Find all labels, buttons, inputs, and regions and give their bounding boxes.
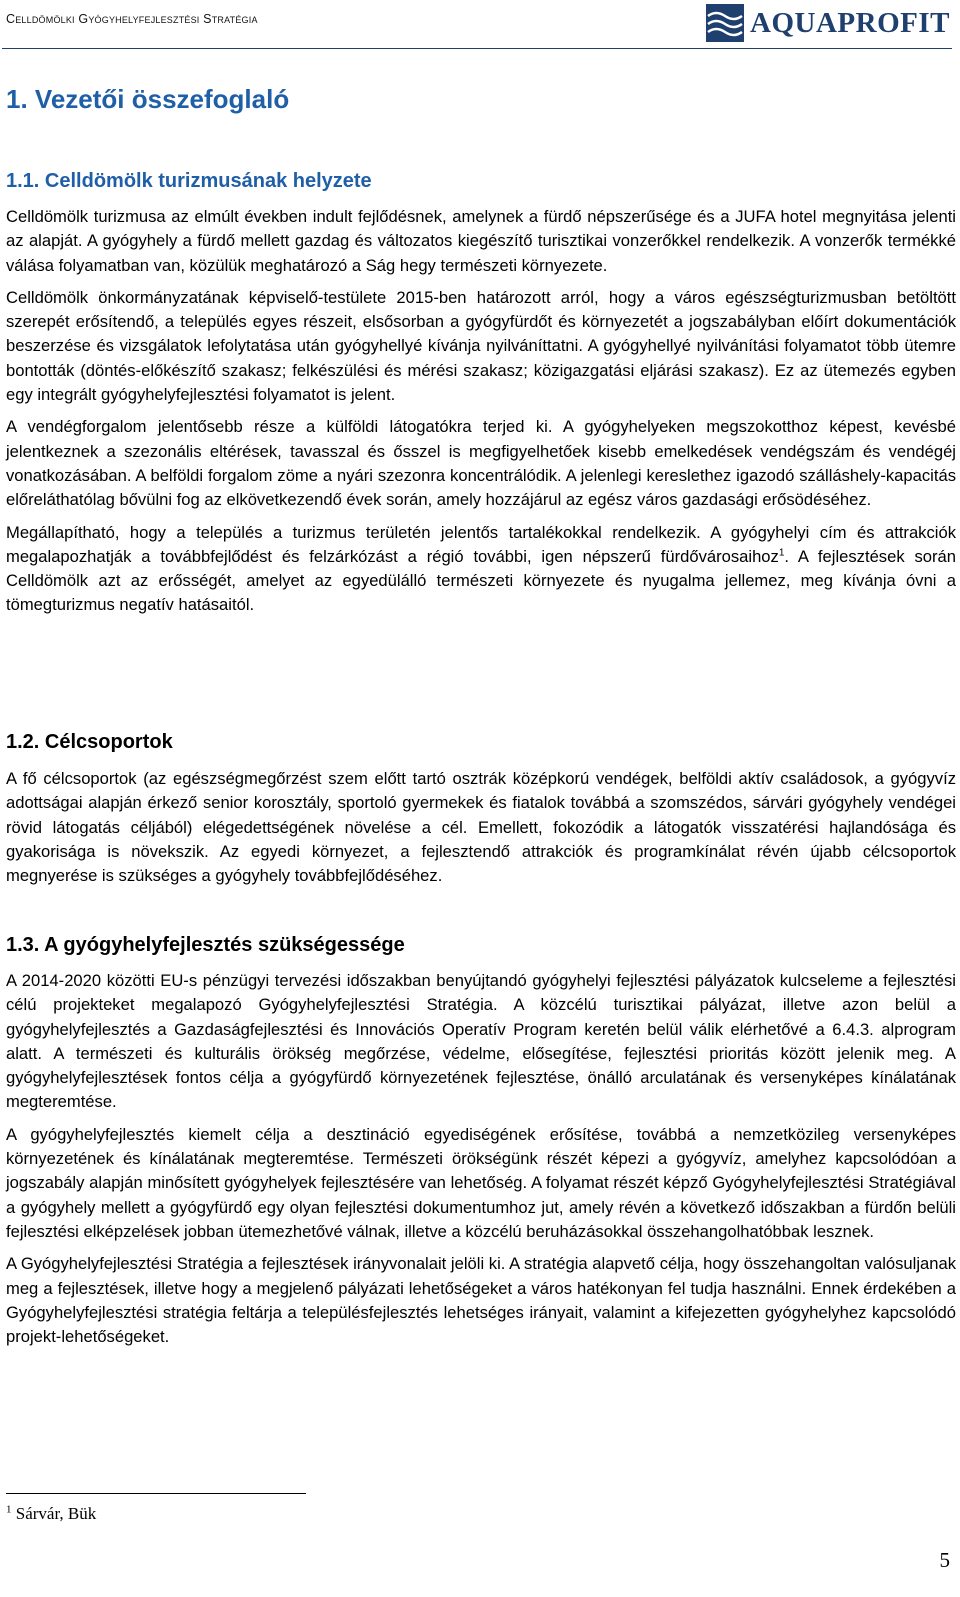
paragraph: Celldömölk önkormányzatának képviselő-testülete 2015-ben határozott arról, hogy a város egészségturizmusban betöltött szerepét erősítendő, a település egyes részeit, elsősorban a gyógyfürdőt és környezetét a jogszabályban előírt dokumentációk beszerzése és vizsgálatok lefolytatása után gyógyhellyé kívánja nyilváníttatni. A gyógyhellyé nyilvánítási folyamatot több ütemre bontották (döntés-előkészítő szakasz; felkészülési és mérési szakasz; közigazgatási eljárási szakasz). Ez az ütemezés egyben egy integrált gyógyhelyfejlesztési folyamatot is jelent. <box>6 287 956 405</box>
paragraph-text: Megállapítható, hogy a település a turizmus területén jelentős tartalékokkal rendelkezik. A gyógyhelyi cím és attrakciók megalapozhatják a továbbfejlődést és felzárkózást a régió további, igen népszerű fürdővárosaihoz <box>6 522 956 566</box>
page-number: 5 <box>939 1548 950 1572</box>
section-1-2-body <box>6 767 956 896</box>
page-header <box>0 0 960 50</box>
paragraph-text: . A fejlesztések során Celldömölk azt az erősségét, amelyet az egyedülálló természeti környezete és nyugalma jellemez, meg kívánja óvni a tömegturizmus negatív hatásaitól. <box>6 546 956 615</box>
footnote-mark: 1 <box>6 1503 12 1516</box>
paragraph: A fő célcsoportok (az egészségmegőrzést szem előtt tartó osztrák középkorú vendégek, belföldi aktív családosok, a gyógyvíz adottságai alapján érkező senior korosztály, sportoló gyermekek és fiatalok továbbá a szomszédos, sárvári gyógyhely vendégei rövid látogatás céljából) elégedettségének növelése a cél. Emellett, fokozódik a látogatók visszatérési hajlandósága és gyakorisága is növekszik. Az egyedi környezet, a fejlesztendő attrakciók és programkínálat révén újabb célcsoportok megnyerése is szükséges a gyógyhely továbbfejlődéséhez. <box>6 769 956 886</box>
paragraph: A vendégforgalom jelentősebb része a külföldi látogatókra terjed ki. A gyógyhelyeken megszokotthoz képest, kevésbé jelentkeznek a szezonális eltérések, tavasszal és ősszel is megfigyelhetőek kisebb emelkedések vendégszám és vendégéj vonatkozásában. A belföldi forgalom zöme a nyári szezonra koncentrálódik. A jelenlegi kereslethez igazodó szálláshely-kapacitás előreláthatólag bővülni fog az elkövetkezendő évek során, amely hozzájárul az egész város gazdasági erősödéséhez. <box>6 417 956 510</box>
logo-wordmark: AQUAPROFIT <box>750 6 950 39</box>
footnote-text: Sárvár, Bük <box>11 1504 97 1523</box>
header-divider <box>2 48 952 49</box>
footnote <box>6 1504 96 1524</box>
section-heading-1-2: 1.2. Célcsoportok <box>6 731 173 753</box>
paragraph: A 2014-2020 közötti EU-s pénzügyi tervezési időszakban benyújtandó gyógyhelyi fejlesztési pályázatok kulcseleme a fejlesztési célú projekteket megalapozó Gyógyhelyfejlesztési Stratégia. A közcélú turisztikai pályázat, illetve azon belül a gyógyhelyfejlesztés a Gazdaságfejlesztési és Innovációs Operatív Program keretén belül válik elérhetővé a 6.4.3. alprogram alatt. A természeti és kulturális örökség megőrzése, védelme, elősegítése, fejlesztési prioritás között jelenik meg. A gyógyhelyfejlesztések fontos célja a gyógyfürdő környezetének fejlesztése, önálló arculatának és versenyképes kínálatának megteremtése. <box>6 971 956 1112</box>
paragraph: A gyógyhelyfejlesztés kiemelt célja a desztináció egyediségének erősítése, továbbá a nemzetközileg versenyképes környezetének és kínálatának megteremtése. Természeti örökségünk részét képezi a gyógyvíz, amelyhez kapcsolódóan a jogszabály alapján minősített gyógyhelyek fejlesztésére van lehetőség. A folyamat részét képző Gyógyhelyfejlesztési Stratégiával a gyógyhely mellett a gyógyfürdő egy olyan fejlesztési dokumentumhoz jut, amely révén a következő időszakban a fürdőn belüli fejlesztési elképzelések jobban ütemezhetővé válnak, illetve a közcélú beruházásokkal összehangolhatóbbak lesznek. <box>6 1124 956 1241</box>
footnote-divider <box>6 1493 306 1494</box>
section-1-3-body <box>6 969 956 1357</box>
footnote-reference[interactable]: 1 <box>778 547 785 559</box>
paragraph: Celldömölk turizmusa az elmúlt években indult fejlődésnek, amelynek a fürdő népszerűsége és a JUFA hotel megnyitása jelenti az alapját. A gyógyhely a fürdő mellett gazdag és változatos kiegészítő turisztikai vonzerőkkel rendelkezik. A vonzerők termékké válása folyamatban van, közülük meghatározó a Ság hegy természeti környezete. <box>6 207 956 275</box>
paragraph <box>6 521 956 618</box>
section-heading-1: 1. Vezetői összefoglaló <box>6 84 290 114</box>
section-1-1-body <box>6 205 956 626</box>
aquaprofit-logo <box>706 4 950 42</box>
section-heading-1-1: 1.1. Celldömölk turizmusának helyzete <box>6 170 372 192</box>
paragraph: A Gyógyhelyfejlesztési Stratégia a fejlesztések irányvonalait jelöli ki. A stratégia alapvető célja, hogy összehangoltan valósuljanak meg a fejlesztések, illetve hogy a megjelenő pályázati lehetőségeket a város hatékonyan fel tudja használni. Ennek érdekében a Gyógyhelyfejlesztési stratégia feltárja a településfejlesztés lehetséges irányait, valamint a kifejezetten gyógyhelyhez kapcsolódó projekt-lehetőségeket. <box>6 1254 956 1347</box>
wave-logo-icon <box>706 4 744 42</box>
section-heading-1-3: 1.3. A gyógyhelyfejlesztés szükségessége <box>6 934 405 956</box>
document-title: Celldömölki Gyógyhelyfejlesztési Stratégia <box>6 12 258 26</box>
